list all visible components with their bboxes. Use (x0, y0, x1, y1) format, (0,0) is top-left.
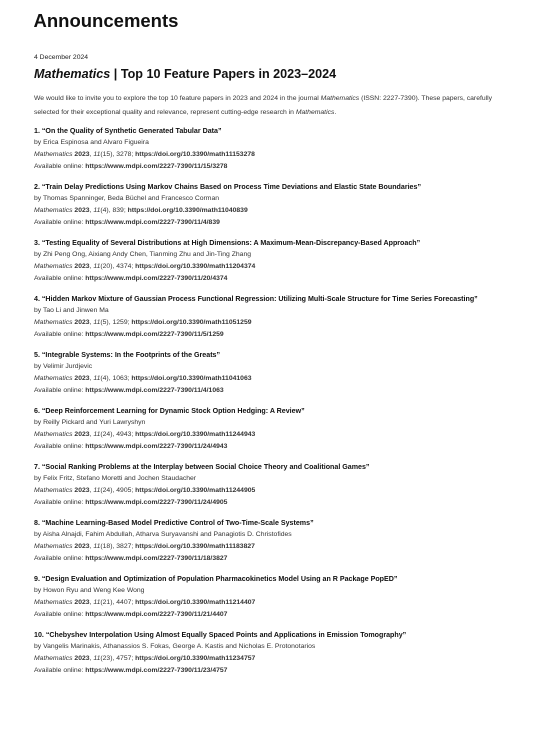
intro-text-1: We would like to invite you to explore the top 10 feature papers in 2023 and 2024 in the journal (34, 95, 321, 102)
available-label: Available online: (34, 555, 86, 562)
doi-link[interactable]: https://doi.org/10.3390/math11234757 (135, 655, 256, 662)
doi-link[interactable]: https://doi.org/10.3390/math11244905 (135, 487, 256, 494)
paper-availability (34, 329, 534, 341)
paper-url-link[interactable]: https://www.mdpi.com/2227-7390/11/18/3827 (85, 555, 228, 562)
intro-paragraph (34, 92, 516, 120)
paper-authors: by Zhi Peng Ong, Aixiang Andy Chen, Tianming Zhu and Jin-Ting Zhang (34, 251, 251, 258)
citation-year: 2023 (74, 319, 90, 326)
paper-item (34, 573, 534, 621)
citation-volume: 11 (93, 319, 101, 326)
intro-text-2: (ISSN: 2227-7390). These papers, carefully selected for their exceptional quality and relevance, represent cutting-edge research in (34, 95, 493, 116)
paper-title[interactable]: 7. “Social Ranking Problems at the Interplay between Social Choice Theory and Coalitional Games” (34, 463, 370, 471)
citation-volume: 11 (93, 487, 101, 494)
announcement-title (34, 66, 534, 82)
paper-availability (34, 217, 534, 229)
paper-title[interactable]: 2. “Train Delay Predictions Using Markov Chains Based on Process Time Deviations and Elastic State Boundaries” (34, 183, 421, 191)
citation-issue-pages: (4), 839; (100, 207, 128, 214)
paper-url-link[interactable]: https://www.mdpi.com/2227-7390/11/4/839 (85, 219, 220, 226)
citation-journal: Mathematics (34, 487, 73, 494)
citation-year: 2023 (74, 207, 90, 214)
citation-year: 2023 (74, 599, 90, 606)
paper-title[interactable]: 8. “Machine Learning-Based Model Predictive Control of Two-Time-Scale Systems” (34, 519, 314, 527)
citation-issue-pages: (20), 4374; (100, 263, 136, 270)
paper-title[interactable]: 6. “Deep Reinforcement Learning for Dynamic Stock Option Hedging: A Review” (34, 407, 305, 415)
citation-volume: 11 (93, 543, 101, 550)
citation-journal: Mathematics (34, 375, 73, 382)
citation-journal: Mathematics (34, 543, 73, 550)
citation-journal: Mathematics (34, 263, 73, 270)
paper-url-link[interactable]: https://www.mdpi.com/2227-7390/11/4/1063 (85, 387, 224, 394)
paper-citation: Mathematics 2023, 11(4), 1063; https://doi.org/10.3390/math11041063 (34, 375, 252, 382)
paper-authors: by Erica Espinosa and Alvaro Figueira (34, 139, 149, 146)
citation-year: 2023 (74, 375, 90, 382)
paper-url-link[interactable]: https://www.mdpi.com/2227-7390/11/23/4757 (85, 667, 228, 674)
citation-volume: 11 (93, 655, 101, 662)
citation-volume: 11 (93, 151, 101, 158)
intro-text-end: . (334, 109, 337, 116)
citation-year: 2023 (74, 543, 90, 550)
citation-issue-pages: (4), 1063; (100, 375, 132, 382)
citation-volume: 11 (93, 375, 101, 382)
paper-availability (34, 497, 534, 509)
paper-authors: by Velimir Jurdjevic (34, 363, 93, 370)
doi-link[interactable]: https://doi.org/10.3390/math11051259 (131, 319, 252, 326)
citation-volume: 11 (93, 263, 101, 270)
citation-volume: 11 (93, 207, 101, 214)
paper-title[interactable]: 3. “Testing Equality of Several Distributions at High Dimensions: A Maximum-Mean-Discrepancy-Based Approach” (34, 239, 421, 247)
paper-url-link[interactable]: https://www.mdpi.com/2227-7390/11/5/1259 (85, 331, 224, 338)
citation-journal: Mathematics (34, 319, 73, 326)
citation-journal: Mathematics (34, 151, 73, 158)
paper-citation: Mathematics 2023, 11(24), 4943; https://doi.org/10.3390/math11244943 (34, 431, 256, 438)
paper-title[interactable]: 1. “On the Quality of Synthetic Generated Tabular Data” (34, 127, 222, 135)
citation-issue-pages: (5), 1259; (100, 319, 132, 326)
paper-item (34, 181, 534, 229)
intro-journal-name: Mathematics (320, 95, 360, 102)
paper-availability (34, 441, 534, 453)
doi-link[interactable]: https://doi.org/10.3390/math11183827 (135, 543, 255, 550)
paper-availability (34, 161, 534, 173)
paper-citation: Mathematics 2023, 11(15), 3278; https://doi.org/10.3390/math11153278 (34, 151, 255, 158)
paper-item (34, 629, 534, 677)
paper-authors: by Vangelis Marinakis, Athanassios S. Fokas, George A. Kastis and Nicholas E. Protonotarios (34, 643, 316, 650)
title-text: | Top 10 Feature Papers in 2023–2024 (110, 67, 337, 81)
paper-availability (34, 553, 534, 565)
paper-title[interactable]: 9. “Design Evaluation and Optimization of Population Pharmacokinetics Model Using an R Package PopED” (34, 575, 398, 583)
paper-item (34, 461, 534, 509)
citation-volume: 11 (93, 599, 101, 606)
paper-item (34, 237, 534, 285)
paper-authors: by Felix Fritz, Stefano Moretti and Jochen Staudacher (34, 475, 197, 482)
available-label: Available online: (34, 387, 86, 394)
paper-authors: by Howon Ryu and Weng Kee Wong (34, 587, 145, 594)
paper-item (34, 349, 534, 397)
title-journal-name: Mathematics (34, 67, 111, 81)
available-label: Available online: (34, 275, 86, 282)
available-label: Available online: (34, 443, 86, 450)
doi-link[interactable]: https://doi.org/10.3390/math11153278 (135, 151, 255, 158)
paper-authors: by Tao Li and Jinwen Ma (34, 307, 109, 314)
paper-availability (34, 609, 534, 621)
paper-citation: Mathematics 2023, 11(21), 4407; https://doi.org/10.3390/math11214407 (34, 599, 256, 606)
citation-year: 2023 (74, 655, 90, 662)
paper-citation: Mathematics 2023, 11(5), 1259; https://doi.org/10.3390/math11051259 (34, 319, 252, 326)
paper-url-link[interactable]: https://www.mdpi.com/2227-7390/11/24/4905 (85, 499, 228, 506)
paper-url-link[interactable]: https://www.mdpi.com/2227-7390/11/20/4374 (85, 275, 228, 282)
citation-journal: Mathematics (34, 431, 73, 438)
citation-year: 2023 (74, 263, 90, 270)
paper-title[interactable]: 4. “Hidden Markov Mixture of Gaussian Process Functional Regression: Utilizing Multi-Scale Structure for Time Series Forecasting” (34, 295, 478, 303)
doi-link[interactable]: https://doi.org/10.3390/math11041063 (131, 375, 252, 382)
citation-year: 2023 (74, 151, 90, 158)
doi-link[interactable]: https://doi.org/10.3390/math11214407 (135, 599, 256, 606)
available-label: Available online: (34, 667, 86, 674)
paper-url-link[interactable]: https://www.mdpi.com/2227-7390/11/21/4407 (85, 611, 228, 618)
citation-issue-pages: (15), 3278; (100, 151, 136, 158)
paper-item (34, 517, 534, 565)
paper-availability (34, 385, 534, 397)
available-label: Available online: (34, 219, 86, 226)
citation-issue-pages: (23), 4757; (100, 655, 136, 662)
doi-link[interactable]: https://doi.org/10.3390/math11244943 (135, 431, 256, 438)
available-label: Available online: (34, 331, 86, 338)
paper-citation: Mathematics 2023, 11(24), 4905; https://doi.org/10.3390/math11244905 (34, 487, 256, 494)
paper-citation: Mathematics 2023, 11(23), 4757; https://doi.org/10.3390/math11234757 (34, 655, 256, 662)
paper-citation: Mathematics 2023, 11(18), 3827; https://doi.org/10.3390/math11183827 (34, 543, 255, 550)
available-label: Available online: (34, 611, 86, 618)
paper-item (34, 293, 534, 341)
paper-citation: Mathematics 2023, 11(20), 4374; https://doi.org/10.3390/math11204374 (34, 263, 256, 270)
citation-issue-pages: (24), 4905; (100, 487, 136, 494)
citation-issue-pages: (21), 4407; (100, 599, 136, 606)
paper-authors: by Thomas Spanninger, Beda Büchel and Francesco Corman (34, 195, 220, 202)
citation-year: 2023 (74, 431, 90, 438)
intro-journal-name-2: Mathematics (295, 109, 335, 116)
paper-item (34, 125, 534, 173)
paper-item (34, 405, 534, 453)
citation-volume: 11 (93, 431, 101, 438)
available-label: Available online: (34, 499, 86, 506)
available-label: Available online: (34, 163, 86, 170)
citation-issue-pages: (24), 4943; (100, 431, 136, 438)
paper-title[interactable]: 5. “Integrable Systems: In the Footprints of the Greats” (34, 351, 221, 359)
citation-journal: Mathematics (34, 599, 73, 606)
paper-list (34, 125, 534, 677)
paper-availability (34, 273, 534, 285)
paper-url-link[interactable]: https://www.mdpi.com/2227-7390/11/15/3278 (85, 163, 228, 170)
citation-journal: Mathematics (34, 207, 73, 214)
paper-title[interactable]: 10. “Chebyshev Interpolation Using Almost Equally Spaced Points and Applications in Emission Tomography” (34, 631, 407, 639)
page-heading: Announcements (33, 10, 179, 31)
paper-citation: Mathematics 2023, 11(4), 839; https://doi.org/10.3390/math11040839 (34, 207, 248, 214)
paper-authors: by Aisha Alnajdi, Fahim Abdullah, Atharva Suryavanshi and Panagiotis D. Christofides (34, 531, 292, 538)
doi-link[interactable]: https://doi.org/10.3390/math11040839 (127, 207, 248, 214)
paper-url-link[interactable]: https://www.mdpi.com/2227-7390/11/24/4943 (85, 443, 228, 450)
paper-availability (34, 665, 534, 677)
citation-year: 2023 (74, 487, 90, 494)
doi-link[interactable]: https://doi.org/10.3390/math11204374 (135, 263, 256, 270)
paper-authors: by Reilly Pickard and Yuri Lawryshyn (34, 419, 146, 426)
citation-journal: Mathematics (34, 655, 73, 662)
citation-issue-pages: (18), 3827; (100, 543, 136, 550)
announcement-date: 4 December 2024 (34, 54, 89, 61)
